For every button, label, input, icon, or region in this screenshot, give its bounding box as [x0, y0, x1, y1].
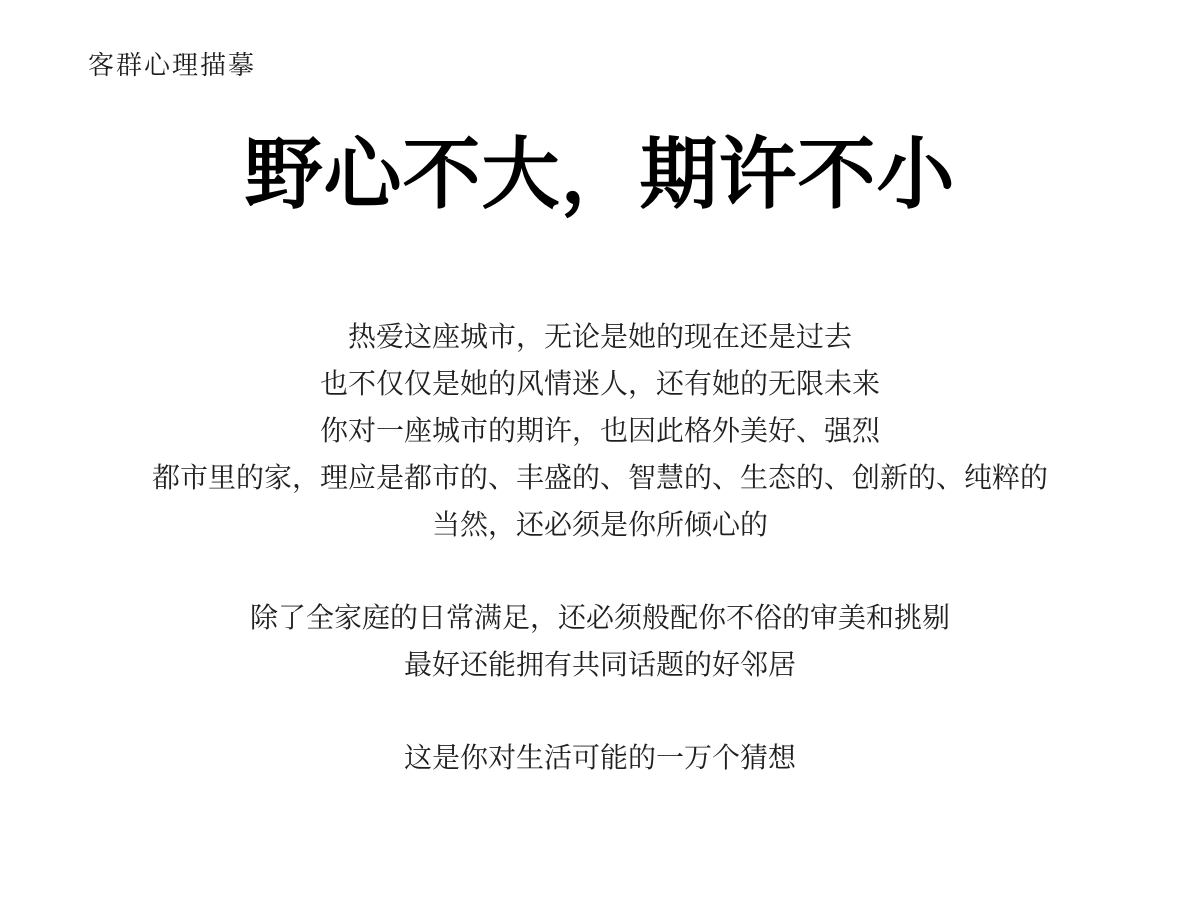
- paragraph-1: [0, 313, 1200, 548]
- body-line: 你对一座城市的期许，也因此格外美好、强烈: [319, 415, 880, 446]
- slide-kicker: 客群心理描摹: [88, 51, 257, 80]
- slide-title: 野心不大，期许不小: [244, 130, 956, 218]
- body-line: 这是你对生活可能的一万个猜想: [403, 742, 796, 773]
- body-line: 当然，还必须是你所倾心的: [431, 509, 768, 540]
- paragraph-3: [0, 734, 1200, 781]
- body-line: 都市里的家，理应是都市的、丰盛的、智慧的、生态的、创新的、纯粹的: [151, 462, 1048, 493]
- paragraph-2: [0, 594, 1200, 688]
- body-line: 也不仅仅是她的风情迷人，还有她的无限未来: [319, 368, 880, 399]
- body-line: 最好还能拥有共同话题的好邻居: [403, 649, 796, 680]
- slide-body: [0, 313, 1200, 781]
- body-line: 热爱这座城市，无论是她的现在还是过去: [347, 321, 852, 352]
- body-line: 除了全家庭的日常满足，还必须般配你不俗的审美和挑剔: [249, 602, 950, 633]
